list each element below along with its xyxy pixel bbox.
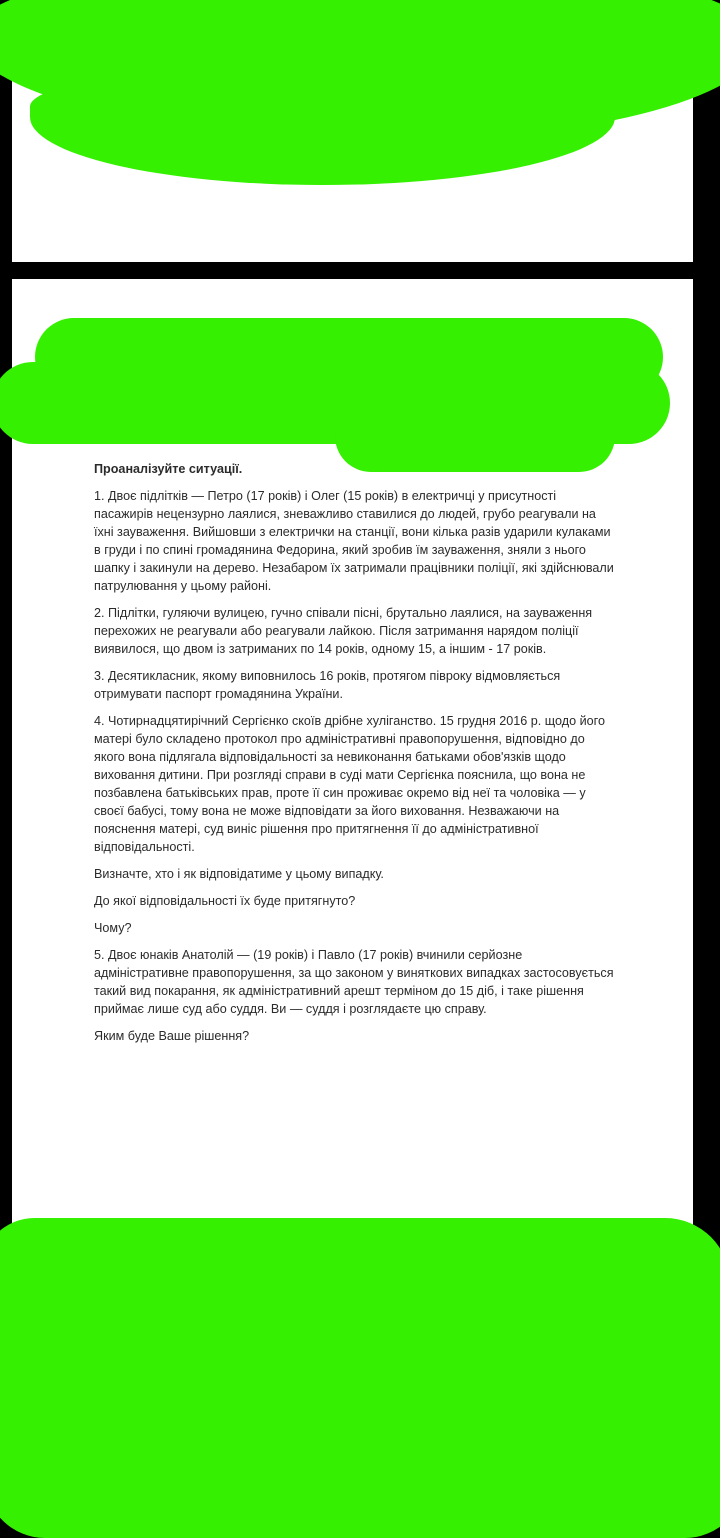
paragraph-situation-3: 3. Десятикласник, якому виповнилось 16 років, протягом півроку відмовляється отримувати паспорт громадянина України. bbox=[94, 669, 561, 701]
question-decision: Яким буде Ваше рішення? bbox=[94, 1029, 250, 1043]
document-heading: Проаналізуйте ситуації. bbox=[94, 462, 243, 476]
redaction-scribble-bottom-b bbox=[0, 1418, 720, 1538]
paragraph-situation-1: 1. Двоє підлітків — Петро (17 років) і Олег (15 років) в електричці у присутності пасажирів нецензурно лаялися, зневажливо ставилися до людей, грубо реагували на їхні зауваження. Вийшовши з електрички на станції, вони кілька разів ударили кулаками в груди і по спині громадянина Федорина, який зробив їм зауваження, зняли з нього шапку і закинули на дерево. Незабаром їх затримали працівники поліції, які здійснювали патрулювання у цьому районі. bbox=[94, 489, 614, 593]
paragraph-situation-4: 4. Чотирнадцятирічний Сергієнко скоїв дрібне хуліганство. 15 грудня 2016 р. щодо його матері було складено протокол про адміністративні правопорушення, відповідно до якого вона підлягала відповідальності за невиконання батьками обов'язків щодо виховання дитини. При розгляді справи в суді мати Сергієнка пояснила, що вона не позбавлена батьківських прав, проте її син проживає окремо від неї та чоловіка — у своєї бабусі, тому вона не може відповідати за його виховання. Незважаючи на пояснення матері, суд виніс рішення про притягнення її до адміністративної відповідальності. bbox=[94, 714, 605, 854]
redaction-scribble-middle-c bbox=[335, 400, 615, 472]
question-define: Визначте, хто і як відповідатиме у цьому випадку. bbox=[94, 867, 384, 881]
paragraph-situation-5: 5. Двоє юнаків Анатолій — (19 років) і Павло (17 років) вчинили серйозне адміністративне правопорушення, за що законом у виняткових випадках застосовується такий вид покарання, як адміністративний арешт терміном до 15 діб, і таке рішення приймає лише суд або суддя. Ви — суддя і розглядаєте цю справу. bbox=[94, 948, 614, 1016]
document-text bbox=[94, 460, 614, 1054]
question-why: Чому? bbox=[94, 921, 132, 935]
paragraph-situation-2: 2. Підлітки, гуляючи вулицею, гучно співали пісні, брутально лаялися, на зауваження перехожих не реагували або реагували лайкою. Після затримання нарядом поліції виявилося, що двом із затриманих по 14 років, одному 15, а іншим - 17 років. bbox=[94, 606, 593, 656]
question-responsibility: До якої відповідальності їх буде притягнуто? bbox=[94, 894, 356, 908]
